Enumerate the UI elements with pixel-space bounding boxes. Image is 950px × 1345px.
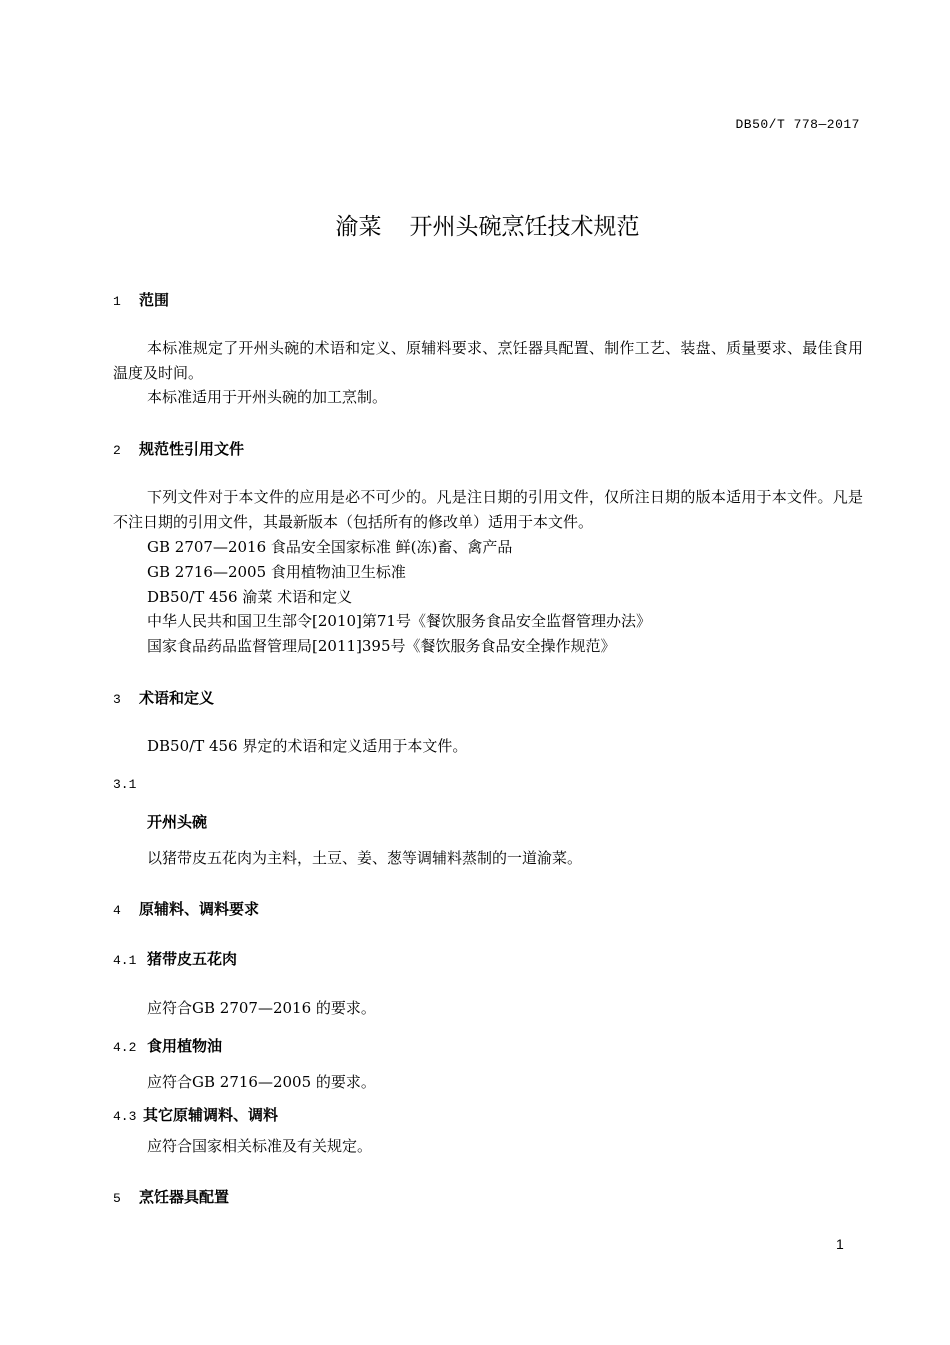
reference-item: GB 2716—2005 食用植物油卫生标准 [147, 563, 406, 581]
subsection-number: 4.3 [113, 1109, 137, 1124]
subsection-title: 其它原辅调料、调料 [143, 1106, 279, 1124]
section-title: 原辅料、调料要求 [139, 900, 260, 918]
reference-item: DB50/T 456 渝菜 术语和定义 [147, 588, 353, 606]
subsection-4-3-heading [113, 1104, 278, 1125]
page-number: 1 [836, 1236, 844, 1252]
reference-item: 中华人民共和国卫生部令[2010]第71号《餐饮服务食品安全监督管理办法》 [147, 612, 651, 630]
section-number: 1 [113, 294, 121, 309]
section-2-heading [113, 438, 244, 459]
section-1-paragraph-1: 本标准规定了开州头碗的术语和定义、原辅料要求、烹饪器具配置、制作工艺、装盘、质量要求、最佳食用温度及时间。 [113, 339, 863, 382]
reference-item: GB 2707—2016 食品安全国家标准 鲜(冻)畜、禽产品 [147, 538, 513, 556]
section-3-heading [113, 687, 214, 708]
subsection-number: 4.2 [113, 1040, 137, 1055]
reference-item: 国家食品药品监督管理局[2011]395号《餐饮服务食品安全操作规范》 [147, 637, 616, 655]
term-definition: 以猪带皮五花肉为主料，土豆、姜、葱等调辅料蒸制的一道渝菜。 [147, 849, 583, 867]
section-number: 5 [113, 1191, 121, 1206]
subsection-4-2-text: 应符合GB 2716—2005 的要求。 [147, 1073, 376, 1091]
standard-code: DB50/T 778—2017 [735, 117, 860, 132]
section-3-paragraph-1: DB50/T 456 界定的术语和定义适用于本文件。 [147, 737, 468, 755]
subsection-4-3-text: 应符合国家相关标准及有关规定。 [147, 1137, 373, 1155]
section-2-paragraph-1: 下列文件对于本文件的应用是必不可少的。凡是注日期的引用文件，仅所注日期的版本适用于本文件。凡是不注日期的引用文件，其最新版本（包括所有的修改单）适用于本文件。 [113, 488, 863, 531]
section-1-heading [113, 289, 169, 310]
section-title: 规范性引用文件 [139, 440, 245, 458]
subsection-3-1-heading [113, 774, 136, 792]
section-number: 3 [113, 692, 121, 707]
section-number: 4 [113, 903, 121, 918]
section-5-heading [113, 1186, 229, 1207]
section-title: 范围 [139, 291, 170, 309]
subsection-title: 食用植物油 [147, 1037, 223, 1055]
document-title [0, 208, 950, 241]
subsection-4-1-heading [113, 948, 237, 969]
section-number: 2 [113, 443, 121, 458]
subsection-number: 3.1 [113, 777, 137, 792]
title-part-1: 渝菜 [335, 214, 382, 240]
subsection-number: 4.1 [113, 953, 137, 968]
section-title: 术语和定义 [139, 689, 215, 707]
section-4-heading [113, 898, 259, 919]
subsection-4-1-text: 应符合GB 2707—2016 的要求。 [147, 999, 376, 1017]
title-part-2: 开州头碗烹饪技术规范 [409, 214, 640, 240]
section-1-paragraph-2: 本标准适用于开州头碗的加工烹制。 [147, 388, 388, 406]
subsection-4-2-heading [113, 1035, 222, 1056]
section-title: 烹饪器具配置 [139, 1188, 230, 1206]
term-name: 开州头碗 [147, 813, 208, 831]
subsection-title: 猪带皮五花肉 [147, 950, 238, 968]
